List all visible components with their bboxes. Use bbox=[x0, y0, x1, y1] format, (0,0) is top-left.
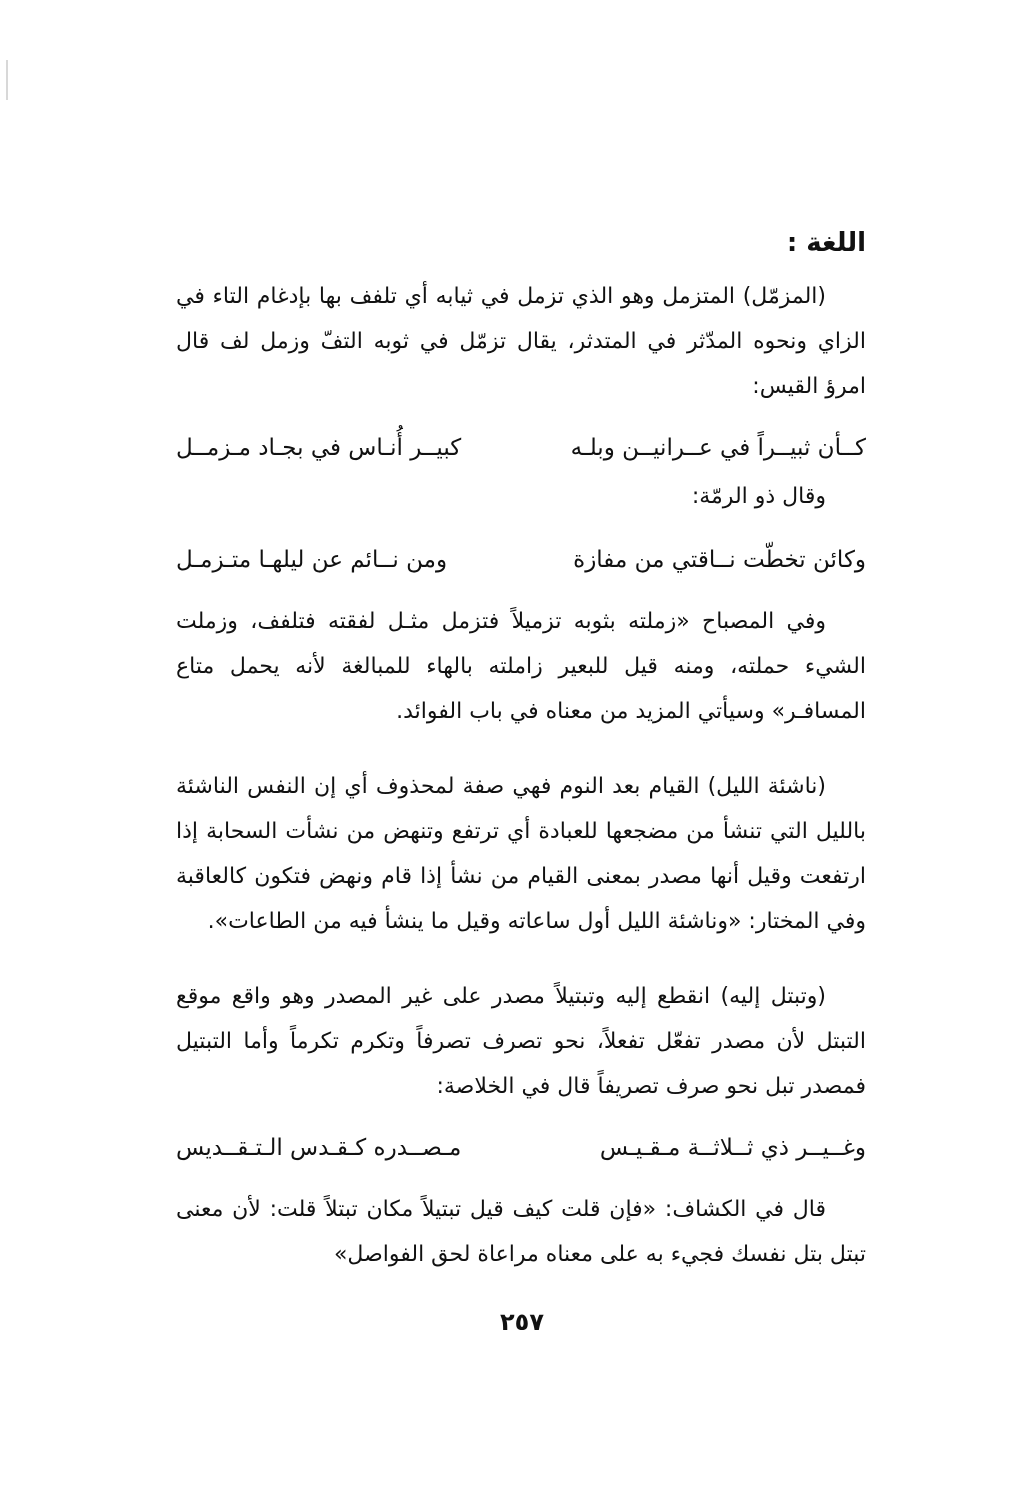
verse-dhu-al-rumma bbox=[176, 535, 866, 585]
verse-second-hemistich: كبيــر أُنـاس في بجـاد مـزمــل bbox=[176, 435, 462, 461]
verse-first-hemistich: وكائن تخطّت نــاقتي من مفازة bbox=[573, 547, 866, 573]
verse-intro-dhu-al-rumma: وقال ذو الرمّة: bbox=[691, 484, 826, 509]
verse-first-hemistich: وغــيــر ذي ثــلاثــة مـقـيـس bbox=[599, 1135, 866, 1161]
section-heading: اللغة : bbox=[786, 228, 866, 258]
paragraph-misbah: وفي المصباح «زملته بثوبه تزميلاً فتزمل مثـل لفقته فتلفف، وزملت الشيء حملته، ومنه قيل للبعير زاملته بالهاء للمبالغة لأنه يحمل متاع المسافـر» وسيأتي المزيد من معناه في باب الفوائد. bbox=[176, 609, 866, 724]
verse-first-hemistich: كــأن ثبيــراً في عــرانيــن وبلـه bbox=[570, 435, 866, 461]
verse-imru-al-qays bbox=[176, 423, 866, 473]
verse-second-hemistich: ومن نــائم عن ليلهـا متـزمـل bbox=[176, 547, 448, 573]
page-number: ٢٥٧ bbox=[500, 1308, 544, 1336]
paragraph-muzzammil: (المزمّل) المتزمل وهو الذي تزمل في ثيابه أي تلفف بها بإدغام التاء في الزاي ونحوه المدّثر في المتدثر، يقال تزمّل في ثوبه التفّ وزمل لف قال امرؤ القيس: bbox=[176, 284, 866, 399]
verse-khulasa bbox=[176, 1123, 866, 1173]
paragraph-nashia: (ناشئة الليل) القيام بعد النوم فهي صفة لمحذوف أي إن النفس الناشئة بالليل التي تنشأ من مضجعها للعبادة أي ترتفع وتنهض من نشأت السحابة إذا ارتفعت وقيل أنها مصدر بمعنى القيام من نشأ إذا قام ونهض فتكون كالعاقبة وفي المختار: «وناشئة الليل أول ساعاته وقيل ما ينشأ فيه من الطاعات». bbox=[176, 774, 866, 934]
verse-second-hemistich: مـصــدره كـقـدس الـتـقــديس bbox=[176, 1135, 462, 1161]
paragraph-kashshaf: قال في الكشاف: «فإن قلت كيف قيل تبتيلاً مكان تبتلاً قلت: لأن معنى تبتل بتل نفسك فجيء به على معناه مراعاة لحق الفواصل» bbox=[176, 1197, 866, 1267]
scan-margin-mark bbox=[6, 60, 8, 100]
paragraph-tabattul: (وتبتل إليه) انقطع إليه وتبتيلاً مصدر على غير المصدر وهو واقع موقع التبتل لأن مصدر تفعّل تفعلاً، نحو تصرف تصرفاً وتكرم تكرماً وأما التبتيل فمصدر تبل نحو صرف تصريفاً قال في الخلاصة: bbox=[176, 984, 866, 1099]
page-body bbox=[176, 228, 866, 1277]
